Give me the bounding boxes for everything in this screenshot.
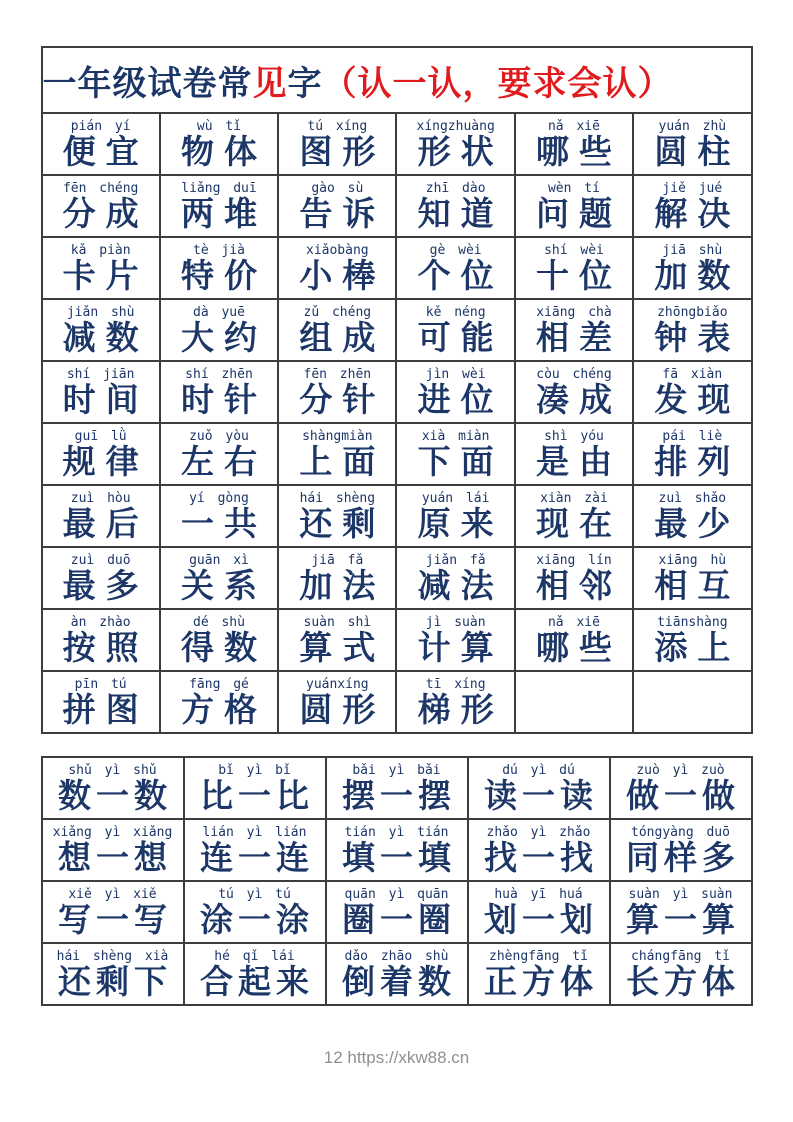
word-text: 找一找 (484, 838, 598, 876)
word-text: 关系 (180, 566, 267, 604)
word-text: 拼图 (62, 690, 149, 728)
word-cell (278, 175, 396, 237)
word-cell (633, 609, 751, 671)
word-cell (468, 819, 610, 881)
table-row (42, 113, 752, 175)
empty-cell (633, 671, 751, 733)
word-cell (278, 671, 396, 733)
pinyin-text: liǎng duī (181, 180, 257, 196)
word-text: 得数 (180, 628, 267, 666)
pinyin-text: bǎi yì bǎi (352, 762, 441, 778)
word-text: 合起来 (200, 962, 314, 1000)
word-text: 现在 (535, 504, 622, 542)
pinyin-text: xiǎobàng (306, 242, 369, 258)
word-text: 一共 (180, 504, 267, 542)
pinyin-text: shí zhēn (185, 366, 253, 382)
pinyin-text: dà yuē (193, 304, 245, 320)
word-text: 填一填 (342, 838, 456, 876)
table-row (42, 175, 752, 237)
word-text: 哪些 (535, 132, 622, 170)
word-cell (42, 237, 160, 299)
word-cell (515, 485, 633, 547)
pinyin-text: jiā fǎ (311, 552, 364, 568)
word-cell (396, 671, 514, 733)
word-text: 减数 (62, 318, 149, 356)
pinyin-text: shǔ yì shǔ (68, 762, 157, 778)
word-cell (515, 423, 633, 485)
word-cell (396, 423, 514, 485)
pinyin-text: hái shèng xià (56, 948, 169, 964)
word-text: 减法 (417, 566, 504, 604)
pinyin-text: suàn shì (303, 614, 372, 630)
empty-cell (515, 671, 633, 733)
word-cell (396, 609, 514, 671)
pinyin-text: pīn tú (74, 676, 127, 692)
pinyin-text: xiāng chà (536, 304, 612, 320)
word-cell (396, 547, 514, 609)
pinyin-text: yuán lái (421, 490, 490, 506)
word-text: 下面 (417, 442, 504, 480)
word-text: 倒着数 (342, 962, 456, 1000)
word-cell (468, 881, 610, 943)
pinyin-text: fā xiàn (662, 366, 723, 382)
word-text: 可能 (417, 318, 504, 356)
pinyin-text: jiǎn shù (66, 304, 135, 320)
word-cell (633, 547, 751, 609)
word-cell (326, 757, 468, 819)
word-cell (515, 361, 633, 423)
pinyin-text: kě néng (425, 304, 486, 320)
word-text: 摆一摆 (342, 776, 456, 814)
word-text: 上面 (299, 442, 386, 480)
word-cell (184, 819, 326, 881)
pinyin-text: hé qǐ lái (214, 948, 295, 964)
pinyin-text: wèn tí (547, 180, 600, 196)
word-text: 大约 (180, 318, 267, 356)
pinyin-text: xíngzhuàng (416, 118, 495, 134)
word-text: 最多 (62, 566, 149, 604)
word-text: 个位 (417, 256, 504, 294)
word-text: 长方体 (626, 962, 740, 1000)
word-cell (278, 423, 396, 485)
word-text: 相互 (654, 566, 741, 604)
pinyin-text: yí gòng (189, 490, 249, 506)
word-cell (633, 361, 751, 423)
word-text: 两堆 (180, 194, 267, 232)
word-cell (42, 609, 160, 671)
word-text: 添上 (654, 628, 741, 666)
pinyin-text: dǎo zhāo shù (344, 948, 449, 964)
pinyin-text: xiàn zài (540, 490, 608, 506)
pinyin-text: wù tǐ (196, 118, 242, 134)
word-cell (42, 547, 160, 609)
word-text: 写一写 (58, 900, 172, 938)
word-cell (42, 819, 184, 881)
word-text: 知道 (417, 194, 504, 232)
word-cell (396, 299, 514, 361)
word-cell (278, 485, 396, 547)
word-cell (326, 881, 468, 943)
word-cell (184, 881, 326, 943)
word-text: 规律 (62, 442, 149, 480)
pinyin-text: jiā shù (662, 242, 723, 258)
pinyin-text: xiǎng yì xiǎng (52, 824, 173, 840)
word-cell (160, 113, 278, 175)
word-text: 十位 (535, 256, 622, 294)
word-text: 凑成 (535, 380, 622, 418)
pinyin-text: zuì hòu (70, 490, 131, 506)
word-text: 图形 (299, 132, 386, 170)
title-segment: 见 (252, 64, 288, 103)
title-segment: （认一认，要求会认） (322, 64, 673, 103)
pinyin-text: gào sù (311, 180, 364, 196)
word-text: 同样多 (626, 838, 740, 876)
pinyin-text: quān yì quān (344, 886, 449, 902)
word-cell (184, 757, 326, 819)
pinyin-text: zuǒ yòu (189, 428, 249, 444)
word-cell (468, 943, 610, 1005)
pinyin-text: tī xíng (425, 676, 486, 692)
word-text: 最后 (62, 504, 149, 542)
pinyin-text: tián yì tián (344, 824, 449, 840)
word-cell (633, 113, 751, 175)
page-title (42, 47, 752, 113)
table-row (42, 237, 752, 299)
pinyin-text: jiǎn fǎ (425, 552, 486, 568)
word-text: 分成 (62, 194, 149, 232)
word-text: 方格 (180, 690, 267, 728)
word-text: 圈一圈 (342, 900, 456, 938)
word-cell (515, 299, 633, 361)
pinyin-text: xiāng hù (658, 552, 727, 568)
word-cell (396, 113, 514, 175)
word-text: 正方体 (484, 962, 598, 1000)
word-cell (42, 361, 160, 423)
word-text: 物体 (180, 132, 267, 170)
word-text: 分针 (299, 380, 386, 418)
word-text: 最少 (654, 504, 741, 542)
word-cell (42, 671, 160, 733)
word-cell (160, 423, 278, 485)
footer-url: 12 https://xkw88.cn (323, 1048, 470, 1067)
word-text: 哪些 (535, 628, 622, 666)
table-row (42, 299, 752, 361)
pinyin-text: xiāng lín (536, 552, 612, 568)
pinyin-text: chángfāng tǐ (631, 948, 730, 964)
word-cell (42, 943, 184, 1005)
word-cell (278, 237, 396, 299)
pinyin-text: guī lǜ (74, 428, 127, 444)
word-text: 原来 (417, 504, 504, 542)
word-cell (160, 485, 278, 547)
pinyin-text: gè wèi (429, 242, 482, 258)
word-text: 还剩下 (58, 962, 172, 1000)
pinyin-text: zhī dào (425, 180, 486, 196)
word-cell (278, 361, 396, 423)
pinyin-text: hái shèng (299, 490, 376, 506)
pinyin-text: guān xì (189, 552, 249, 568)
word-cell (42, 175, 160, 237)
pinyin-text: zhǎo yì zhǎo (486, 824, 591, 840)
pinyin-text: tè jià (193, 242, 245, 258)
pinyin-text: jiě jué (662, 180, 723, 196)
word-cell (610, 819, 752, 881)
pinyin-text: àn zhào (70, 614, 131, 630)
word-text: 形状 (417, 132, 504, 170)
word-text: 便宜 (62, 132, 149, 170)
word-text: 发现 (654, 380, 741, 418)
word-text: 时针 (180, 380, 267, 418)
word-cell (396, 361, 514, 423)
pinyin-text: tú yì tú (218, 886, 291, 902)
word-cell (278, 299, 396, 361)
word-text: 想一想 (58, 838, 172, 876)
title-segment: 一年级试卷常 (42, 64, 253, 103)
word-cell (610, 757, 752, 819)
pinyin-text: yuánxíng (306, 676, 369, 692)
table-row (42, 671, 752, 733)
word-cell (42, 299, 160, 361)
pinyin-text: dú yì dú (502, 762, 575, 778)
pinyin-text: nǎ xiē (547, 118, 600, 134)
word-cell (633, 299, 751, 361)
word-text: 还剩 (299, 504, 386, 542)
pinyin-text: dé shù (193, 614, 245, 630)
word-cell (610, 881, 752, 943)
word-cell (160, 671, 278, 733)
word-cell (515, 113, 633, 175)
word-text: 加数 (654, 256, 741, 294)
word-text: 进位 (417, 380, 504, 418)
word-cell (396, 175, 514, 237)
word-text: 读一读 (484, 776, 598, 814)
word-text: 连一连 (200, 838, 314, 876)
word-cell (515, 237, 633, 299)
word-cell (160, 361, 278, 423)
word-cell (633, 237, 751, 299)
pinyin-text: shí wèi (544, 242, 604, 258)
word-text: 计算 (417, 628, 504, 666)
word-text: 涂一涂 (200, 900, 314, 938)
word-text: 卡片 (62, 256, 149, 294)
word-text: 相邻 (535, 566, 622, 604)
pinyin-text: zhèngfāng tǐ (489, 948, 588, 964)
word-text: 告诉 (299, 194, 386, 232)
pinyin-text: huà yī huá (494, 886, 583, 902)
word-cell (396, 485, 514, 547)
word-text: 小棒 (299, 256, 386, 294)
pinyin-text: pián yí (70, 118, 131, 134)
pinyin-text: pái liè (662, 428, 723, 444)
word-text: 圆形 (299, 690, 386, 728)
word-text: 做一做 (626, 776, 740, 814)
activity-words-table (41, 756, 753, 1006)
word-text: 算式 (299, 628, 386, 666)
word-cell (326, 819, 468, 881)
word-cell (515, 175, 633, 237)
word-cell (278, 113, 396, 175)
word-text: 组成 (299, 318, 386, 356)
word-cell (633, 423, 751, 485)
word-cell (633, 175, 751, 237)
word-cell (633, 485, 751, 547)
word-cell (396, 237, 514, 299)
word-text: 解决 (654, 194, 741, 232)
word-cell (610, 943, 752, 1005)
pinyin-text: fēn zhēn (303, 366, 372, 382)
word-cell (515, 609, 633, 671)
word-text: 比一比 (200, 776, 314, 814)
pinyin-text: zhōngbiǎo (657, 304, 728, 320)
word-text: 特价 (180, 256, 267, 294)
pinyin-text: zuì shǎo (658, 490, 727, 506)
pinyin-text: tóngyàng duō (631, 824, 730, 840)
word-text: 圆柱 (654, 132, 741, 170)
word-text: 梯形 (417, 690, 504, 728)
pinyin-text: shàngmiàn (302, 428, 373, 444)
pinyin-text: bǐ yì bǐ (218, 762, 291, 778)
word-text: 排列 (654, 442, 741, 480)
word-cell (468, 757, 610, 819)
pinyin-text: shí jiān (66, 366, 135, 382)
pinyin-text: zuò yì zuò (636, 762, 725, 778)
pinyin-text: zuì duō (70, 552, 131, 568)
pinyin-text: xià miàn (421, 428, 490, 444)
word-cell (160, 547, 278, 609)
pinyin-text: còu chéng (536, 366, 612, 382)
pinyin-text: jìn wèi (425, 366, 486, 382)
table-row (42, 819, 752, 881)
word-text: 加法 (299, 566, 386, 604)
word-cell (42, 423, 160, 485)
pinyin-text: tiānshàng (657, 614, 728, 630)
title-row (42, 47, 752, 113)
pinyin-text: tú xíng (307, 118, 368, 134)
pinyin-text: fāng gé (189, 676, 249, 692)
word-text: 是由 (535, 442, 622, 480)
word-cell (278, 609, 396, 671)
pinyin-text: yuán zhù (658, 118, 727, 134)
table-row (42, 881, 752, 943)
common-words-table (41, 46, 753, 734)
word-text: 数一数 (58, 776, 172, 814)
word-cell (160, 175, 278, 237)
word-cell (184, 943, 326, 1005)
word-text: 划一划 (484, 900, 598, 938)
word-text: 相差 (535, 318, 622, 356)
word-text: 算一算 (626, 900, 740, 938)
pinyin-text: fēn chéng (62, 180, 139, 196)
pinyin-text: shì yóu (544, 428, 604, 444)
word-cell (42, 881, 184, 943)
table-row (42, 609, 752, 671)
table-row (42, 547, 752, 609)
table-row (42, 943, 752, 1005)
word-cell (42, 113, 160, 175)
pinyin-text: lián yì lián (202, 824, 307, 840)
word-text: 问题 (535, 194, 622, 232)
word-cell (278, 547, 396, 609)
pinyin-text: nǎ xiē (547, 614, 600, 630)
table-row (42, 757, 752, 819)
word-cell (160, 299, 278, 361)
pinyin-text: xiě yì xiě (68, 886, 157, 902)
word-cell (326, 943, 468, 1005)
table-row (42, 361, 752, 423)
pinyin-text: kǎ piàn (70, 242, 131, 258)
pinyin-text: jì suàn (425, 614, 486, 630)
pinyin-text: suàn yì suàn (628, 886, 733, 902)
word-text: 时间 (62, 380, 149, 418)
word-text: 左右 (180, 442, 267, 480)
table-row (42, 485, 752, 547)
word-cell (42, 485, 160, 547)
word-cell (515, 547, 633, 609)
word-cell (160, 237, 278, 299)
word-cell (160, 609, 278, 671)
word-text: 钟表 (654, 318, 741, 356)
word-text: 按照 (62, 628, 149, 666)
pinyin-text: zǔ chéng (303, 304, 372, 320)
word-cell (42, 757, 184, 819)
title-segment: 字 (287, 64, 323, 103)
table-row (42, 423, 752, 485)
